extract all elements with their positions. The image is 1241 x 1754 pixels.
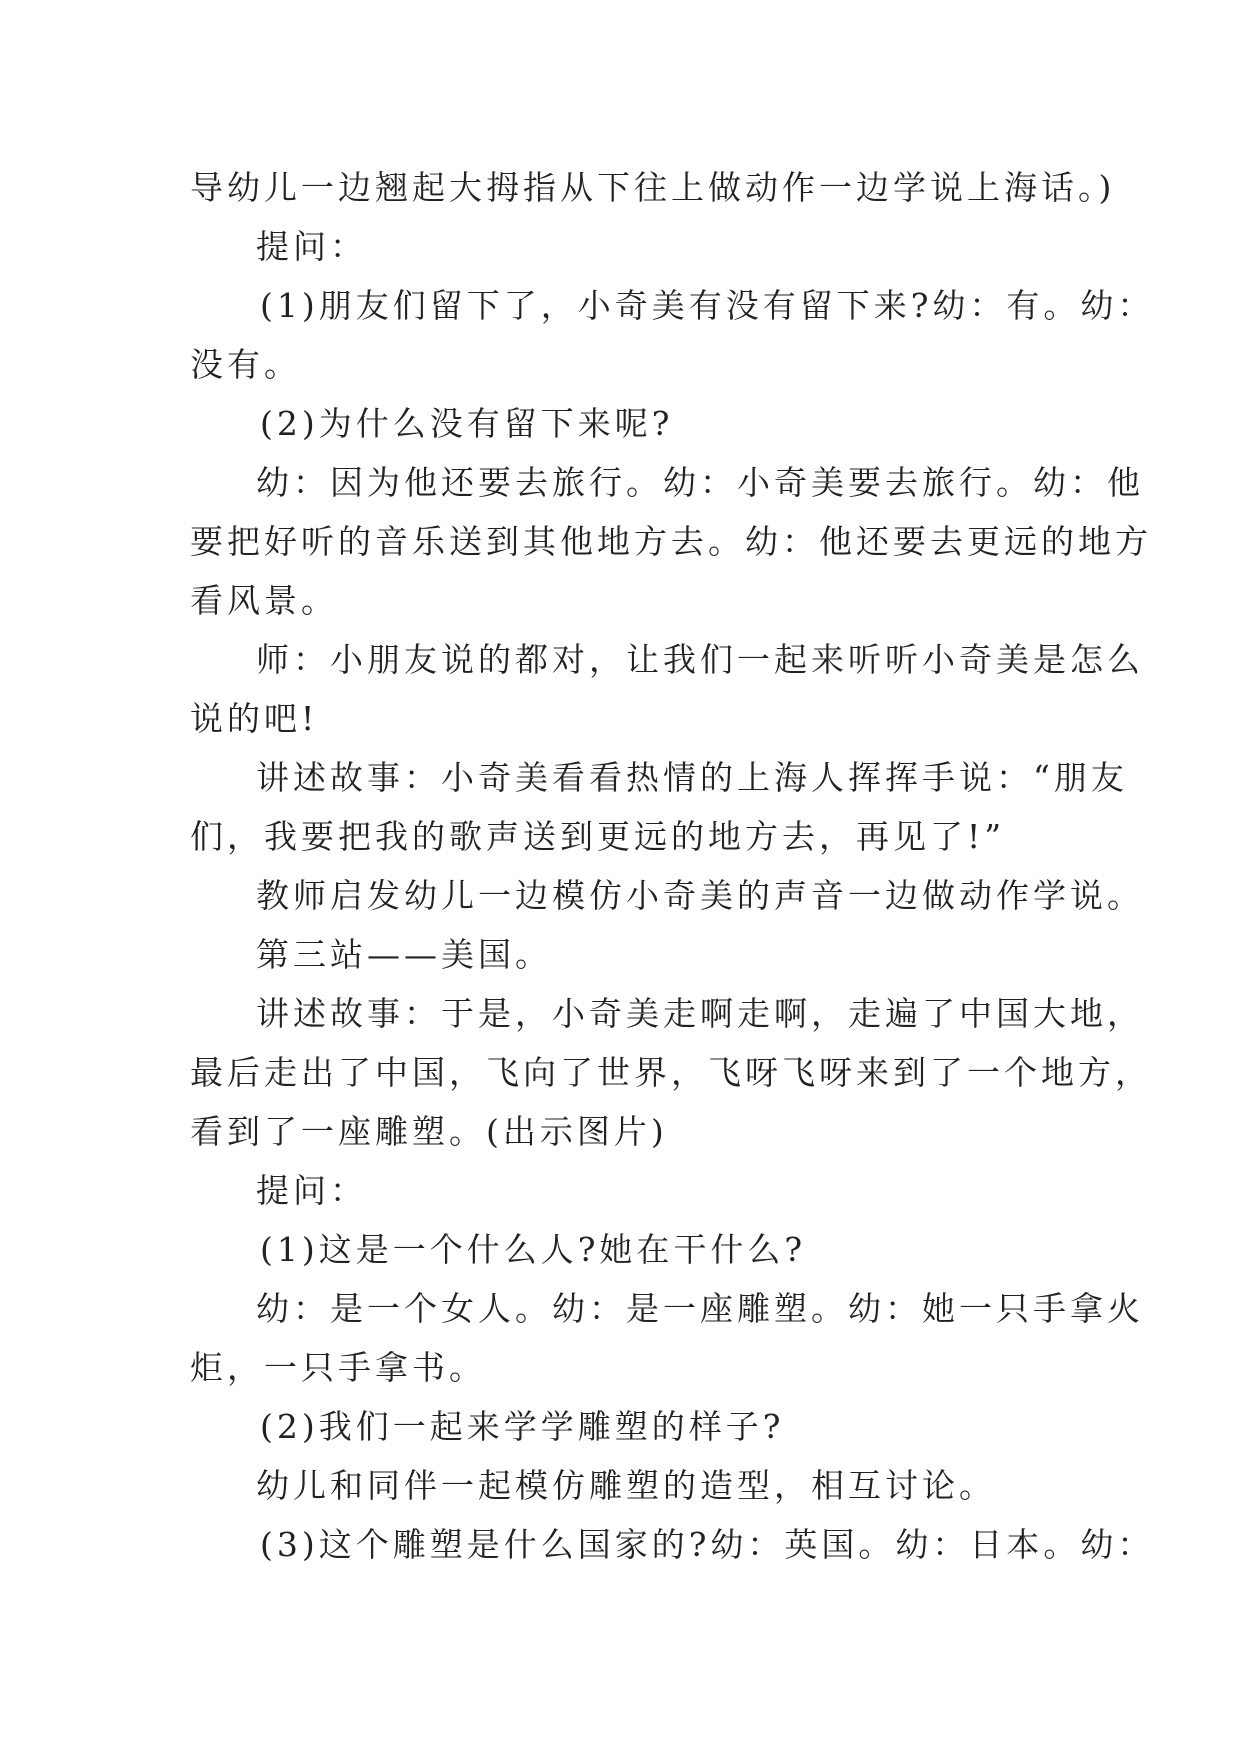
text-line: 导幼儿一边翘起大拇指从下往上做动作一边学说上海话。) <box>190 168 1116 207</box>
text-line: 讲述故事：小奇美看看热情的上海人挥挥手说：“朋友 <box>256 758 1128 797</box>
text-line: 幼儿和同伴一起模仿雕塑的造型，相互讨论。 <box>256 1466 996 1505</box>
text-line: 说的吧! <box>190 699 319 738</box>
text-line: (1)朋友们留下了，小奇美有没有留下来?幼：有。幼： <box>260 286 1155 325</box>
text-line: 要把好听的音乐送到其他地方去。幼：他还要去更远的地方 <box>190 522 1152 561</box>
text-line: 提问： <box>256 227 367 266</box>
text-line: 教师启发幼儿一边模仿小奇美的声音一边做动作学说。 <box>256 876 1144 915</box>
text-line: (3)这个雕塑是什么国家的?幼：英国。幼：日本。幼： <box>260 1525 1155 1564</box>
text-line: (2)为什么没有留下来呢? <box>260 404 674 443</box>
text-line: 师：小朋友说的都对，让我们一起来听听小奇美是怎么 <box>256 640 1144 679</box>
text-line: 没有。 <box>190 345 301 384</box>
document-body <box>190 158 1155 1574</box>
text-line: 提问： <box>256 1171 367 1210</box>
text-line: 炬，一只手拿书。 <box>190 1348 486 1387</box>
text-line: 幼：是一个女人。幼：是一座雕塑。幼：她一只手拿火 <box>256 1289 1144 1328</box>
text-line: (1)这是一个什么人?她在干什么? <box>260 1230 807 1269</box>
text-line: 最后走出了中国，飞向了世界，飞呀飞呀来到了一个地方， <box>190 1053 1152 1092</box>
text-line: 看到了一座雕塑。(出示图片) <box>190 1112 668 1151</box>
text-line: 第三站——美国。 <box>256 935 552 974</box>
text-line: 幼：因为他还要去旅行。幼：小奇美要去旅行。幼：他 <box>256 463 1144 502</box>
text-line: 讲述故事：于是，小奇美走啊走啊，走遍了中国大地， <box>256 994 1144 1033</box>
text-line: (2)我们一起来学学雕塑的样子? <box>260 1407 785 1446</box>
text-line: 看风景。 <box>190 581 338 620</box>
text-line: 们，我要把我的歌声送到更远的地方去，再见了!” <box>190 817 1006 856</box>
